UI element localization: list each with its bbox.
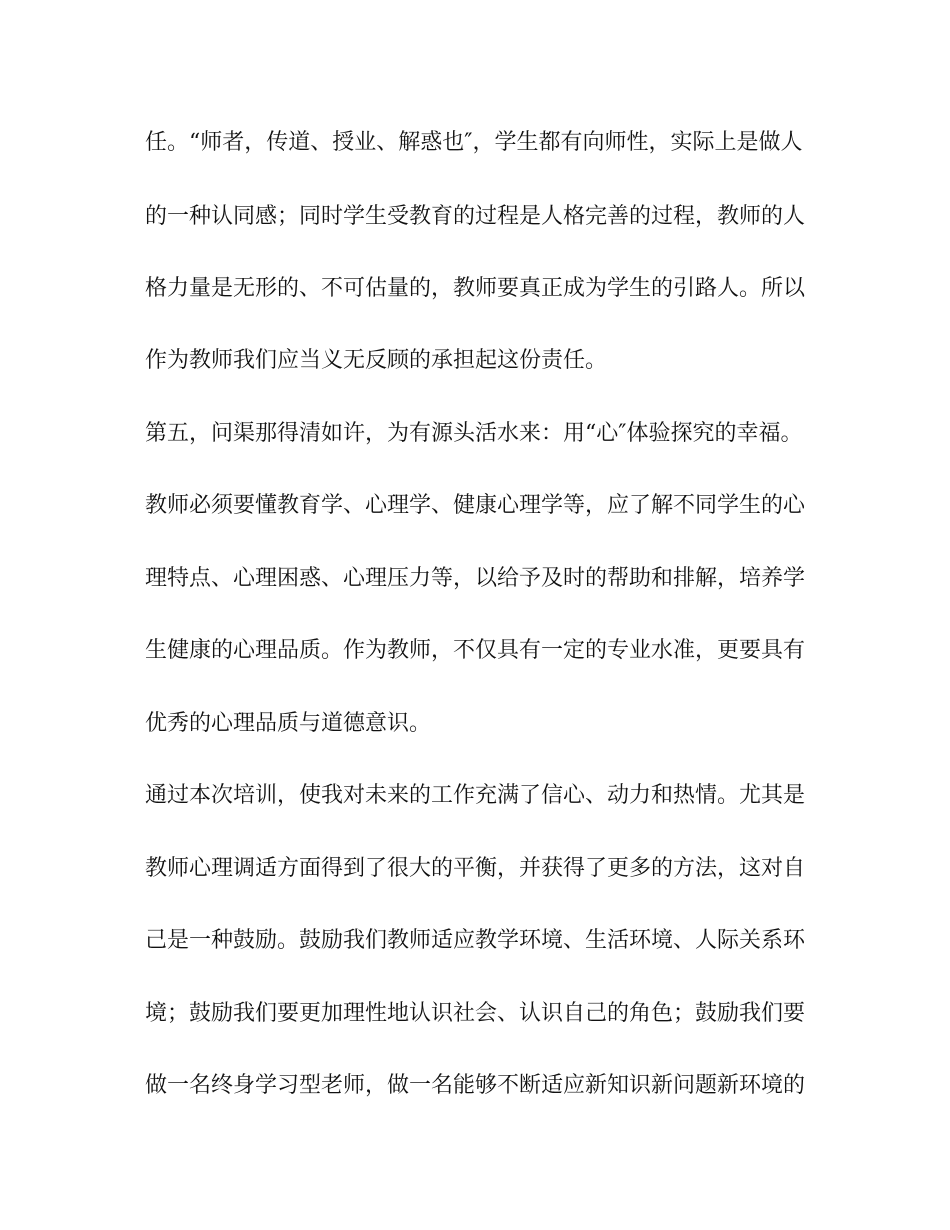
text-line: 理特点、心理困惑、心理压力等，以给予及时的帮助和排解，培养学 [145, 566, 806, 591]
text-line: 的一种认同感；同时学生受教育的过程是人格完善的过程，教师的人 [145, 204, 806, 229]
text-line: 通过本次培训，使我对未来的工作充满了信心、动力和热情。尤其是 [145, 783, 806, 808]
text-line: 教师必须要懂教育学、心理学、健康心理学等，应了解不同学生的心 [145, 493, 806, 518]
text-line: 第五，问渠那得清如许，为有源头活水来：用“心″体验探究的幸福。 [145, 421, 803, 446]
text-line: 任。“师者，传道、授业、解惑也″，学生都有向师性，实际上是做人 [145, 130, 803, 155]
text-line: 格力量是无形的、不可估量的，教师要真正成为学生的引路人。所以 [145, 276, 806, 301]
text-line: 己是一种鼓励。鼓励我们教师适应教学环境、生活环境、人际关系环 [145, 928, 806, 953]
text-line: 作为教师我们应当义无反顾的承担起这份责任。 [145, 348, 608, 373]
text-line: 教师心理调适方面得到了很大的平衡，并获得了更多的方法，这对自 [145, 856, 806, 881]
text-line: 境；鼓励我们要更加理性地认识社会、认识自己的角色；鼓励我们要 [145, 1001, 806, 1026]
text-line: 做一名终身学习型老师，做一名能够不断适应新知识新问题新环境的 [145, 1073, 806, 1098]
text-line: 生健康的心理品质。作为教师，不仅具有一定的专业水准，更要具有 [145, 638, 806, 663]
text-line: 优秀的心理品质与道德意识。 [145, 711, 432, 736]
